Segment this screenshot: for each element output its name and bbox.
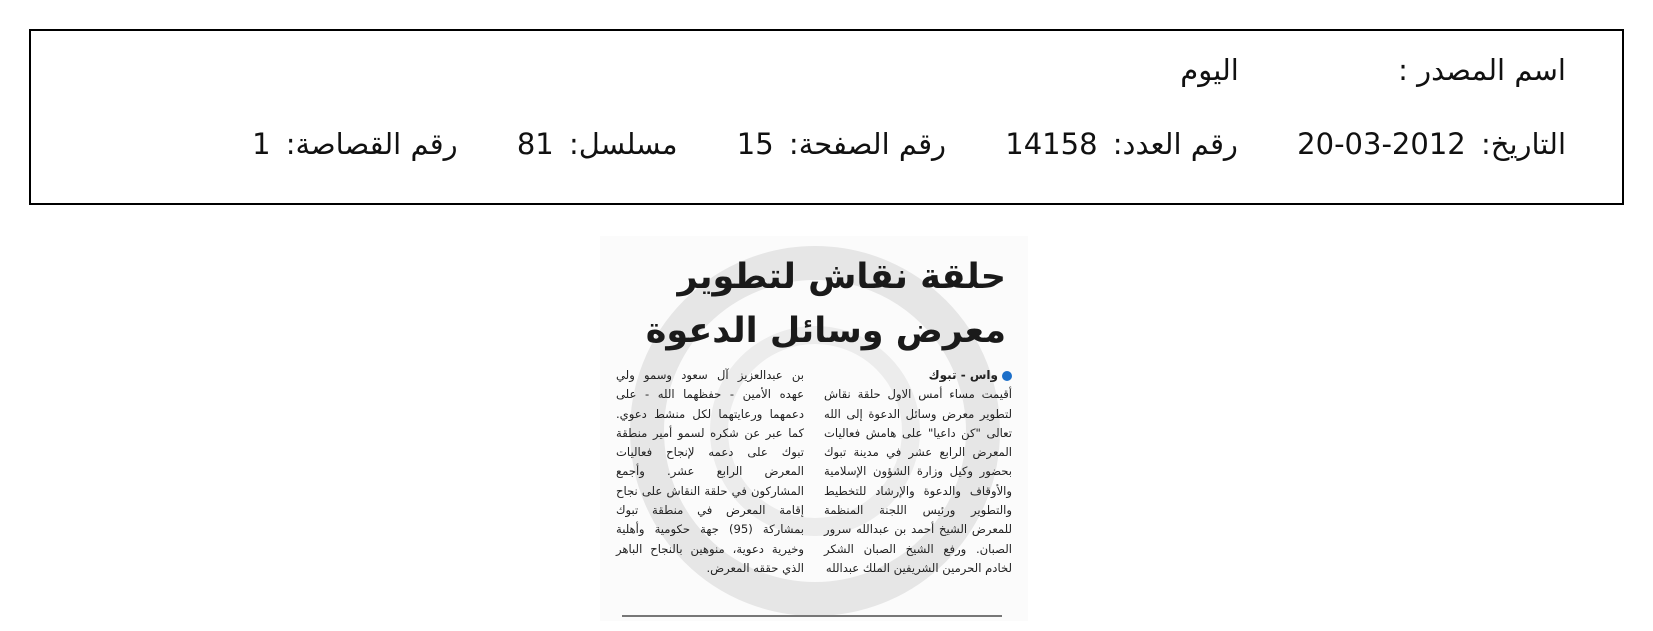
newspaper-clipping: [600, 236, 1028, 621]
issue-number-field: [1005, 127, 1238, 161]
clipping-number-value: 1: [252, 127, 271, 161]
page-number-field: [737, 127, 946, 161]
article-column-right-text: أقيمت مساء أمس الاول حلقة نقاش لتطوير معرض وسائل الدعوة إلى الله تعالى "كن داعيا" على هامش فعاليات المعرض الرابع عشر في مدينة تبوك بحضور وكيل وزارة الشؤون الإسلامية والأوقاف والدعوة والإرشاد للتخطيط والتطوير ورئيس اللجنة المنظمة للمعرض الشيخ أحمد بن عبدالله سرور الصبان. ورفع الشيخ الصبان الشكر لخادم الحرمين الشريفين الملك عبدالله: [824, 387, 1012, 575]
page-number-label: رقم الصفحة:: [788, 127, 947, 161]
source-row: [1180, 53, 1566, 89]
article-column-right: [824, 366, 1012, 578]
details-row: [202, 127, 1566, 163]
article-dateline: واس - تبوك: [928, 368, 998, 382]
serial-field: [517, 127, 678, 161]
date-label: التاريخ:: [1480, 127, 1566, 161]
serial-label: مسلسل:: [568, 127, 678, 161]
clipping-metadata-box: [29, 29, 1624, 205]
date-value: 2012-03-20: [1297, 127, 1466, 161]
clipping-number-field: [252, 127, 458, 161]
issue-number-label: رقم العدد:: [1112, 127, 1238, 161]
source-value: اليوم: [1180, 53, 1239, 87]
article-column-left: [616, 366, 804, 578]
serial-value: 81: [516, 127, 554, 161]
article-headline: حلقة نقاش لتطوير معرض وسائل الدعوة: [645, 257, 1006, 351]
page-number-value: 15: [736, 127, 774, 161]
article-column-left-text: بن عبدالعزيز آل سعود وسمو ولي عهده الأمين - حفظهما الله - على دعمهما ورعايتهما لكل منشط دعوي. كما عبر عن شكره لسمو أمير منطقة تبوك على دعمه لإنجاح فعاليات المعرض الرابع عشر. وأجمع المشاركون في حلقة النقاش على نجاح إقامة المعرض في منطقة تبوك بمشاركة (95) جهة حكومية وأهلية وخيرية دعوية، منوهين بالنجاح الباهر الذي حققه المعرض.: [616, 368, 804, 575]
bottom-rule: [622, 615, 1002, 617]
date-field: [1297, 127, 1566, 161]
issue-number-value: 14158: [1005, 127, 1098, 161]
clipping-number-label: رقم القصاصة:: [285, 127, 458, 161]
bullet-dot-icon: [1002, 371, 1012, 381]
source-label: اسم المصدر :: [1398, 53, 1566, 87]
